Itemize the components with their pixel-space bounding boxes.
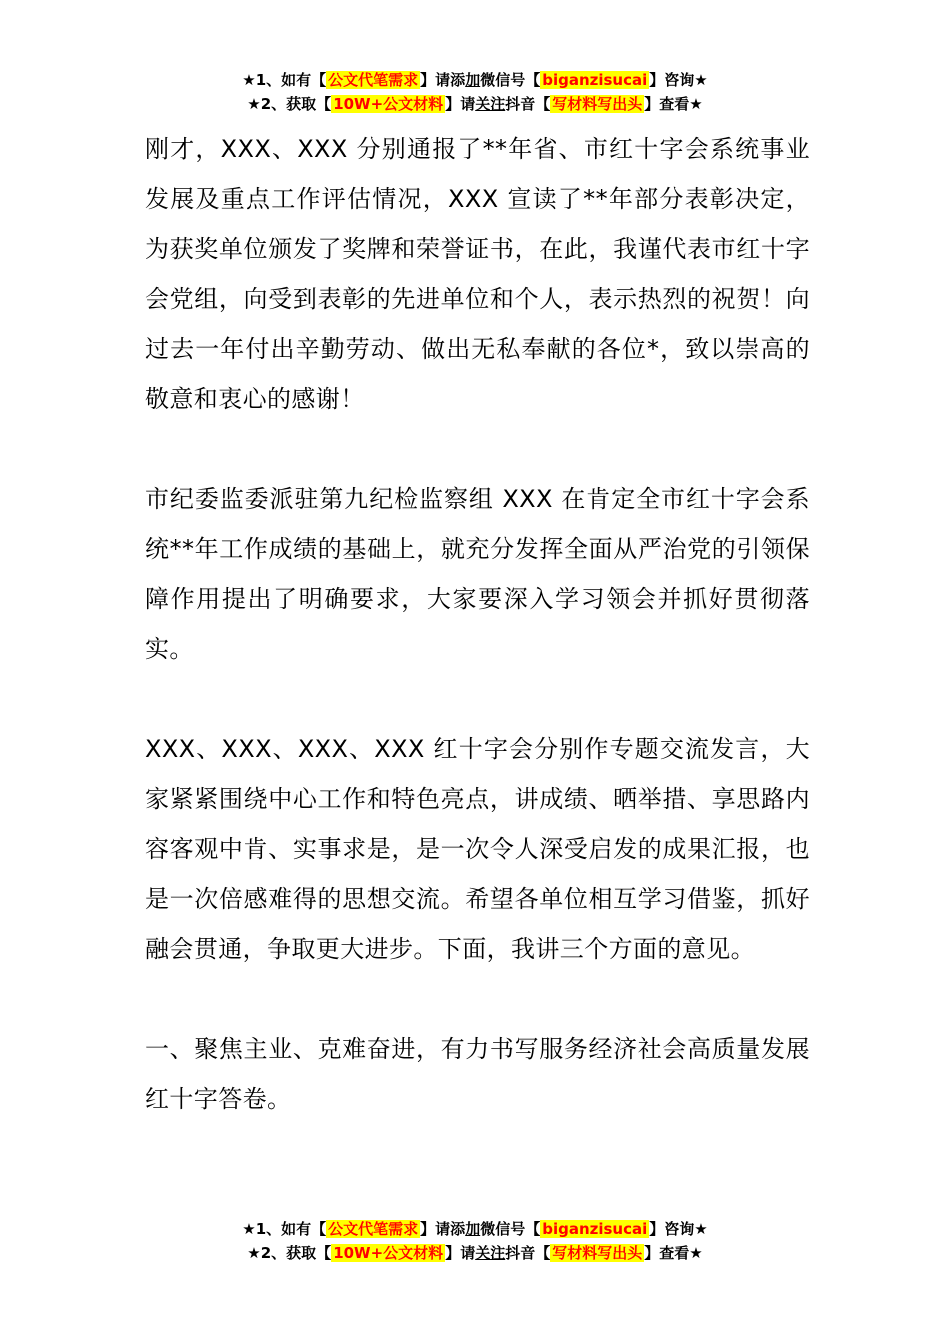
- promo-line-1-mid2: 微信号【: [480, 71, 541, 89]
- promo-highlight-ghostwriting: 公文代笔需求: [328, 1220, 419, 1238]
- promo-highlight-wechat-id: biganzisucai: [542, 1220, 648, 1238]
- promo-banner-top: [0, 68, 950, 116]
- promo-line-2-suffix: 】查看★: [644, 95, 703, 113]
- promo-line-1-suffix: 】咨询★: [649, 71, 708, 89]
- promo-line-1-underlined: 加: [465, 1220, 481, 1238]
- promo-line-1-prefix: ★1、如有【: [242, 1220, 327, 1238]
- promo-line-2-prefix: ★2、获取【: [247, 1244, 332, 1262]
- paragraph-exchange: XXX、XXX、XXX、XXX 红十字会分别作专题交流发言，大家紧紧围绕中心工作和特色亮点，讲成绩、晒举措、享思路内容客观中肯、实事求是，是一次令人深受启发的成果汇报，也是一次倍感难得的思想交流。希望各单位相互学习借鉴，抓好融会贯通，争取更大进步。下面，我讲三个方面的意见。: [145, 735, 810, 963]
- promo-line-1-bottom: [0, 1217, 950, 1241]
- promo-line-1-prefix: ★1、如有【: [242, 71, 327, 89]
- promo-highlight-wechat-id: biganzisucai: [542, 71, 648, 89]
- promo-line-2-mid2: 抖音【: [505, 95, 551, 113]
- promo-line-2-mid: 】请: [445, 1244, 476, 1262]
- promo-line-1-mid2: 微信号【: [480, 1220, 541, 1238]
- promo-highlight-materials: 10W+公文材料: [333, 1244, 444, 1262]
- promo-line-2-underlined: 关注: [475, 95, 506, 113]
- promo-line-2-suffix: 】查看★: [644, 1244, 703, 1262]
- promo-line-2-bottom: [0, 1241, 950, 1265]
- promo-line-1-mid: 】请添: [420, 1220, 466, 1238]
- promo-line-2-mid2: 抖音【: [505, 1244, 551, 1262]
- promo-line-2-underlined: 关注: [475, 1244, 506, 1262]
- promo-line-2-prefix: ★2、获取【: [247, 95, 332, 113]
- promo-line-2: [0, 92, 950, 116]
- promo-highlight-douyin: 写材料写出头: [552, 1244, 643, 1262]
- promo-line-1-suffix: 】咨询★: [649, 1220, 708, 1238]
- paragraph-opening: 刚才，XXX、XXX 分别通报了**年省、市红十字会系统事业发展及重点工作评估情况，XXX 宣读了**年部分表彰决定，为获奖单位颁发了奖牌和荣誉证书，在此，我谨代表市红十字会党组，向受到表彰的先进单位和个人，表示热烈的祝贺！向过去一年付出辛勤劳动、做出无私奉献的各位*，致以崇高的敬意和衷心的感谢！: [145, 135, 810, 413]
- promo-line-1: [0, 68, 950, 92]
- promo-banner-bottom: [0, 1217, 950, 1265]
- promo-highlight-douyin: 写材料写出头: [552, 95, 643, 113]
- promo-line-1-underlined: 加: [465, 71, 481, 89]
- promo-line-1-mid: 】请添: [420, 71, 466, 89]
- document-body: [145, 124, 810, 1124]
- promo-highlight-ghostwriting: 公文代笔需求: [328, 71, 419, 89]
- promo-highlight-materials: 10W+公文材料: [333, 95, 444, 113]
- paragraph-section-one-heading: 一、聚焦主业、克难奋进，有力书写服务经济社会高质量发展红十字答卷。: [145, 1035, 810, 1113]
- paragraph-discipline: 市纪委监委派驻第九纪检监察组 XXX 在肯定全市红十字会系统**年工作成绩的基础上，就充分发挥全面从严治党的引领保障作用提出了明确要求，大家要深入学习领会并抓好贯彻落实。: [145, 485, 810, 663]
- promo-line-2-mid: 】请: [445, 95, 476, 113]
